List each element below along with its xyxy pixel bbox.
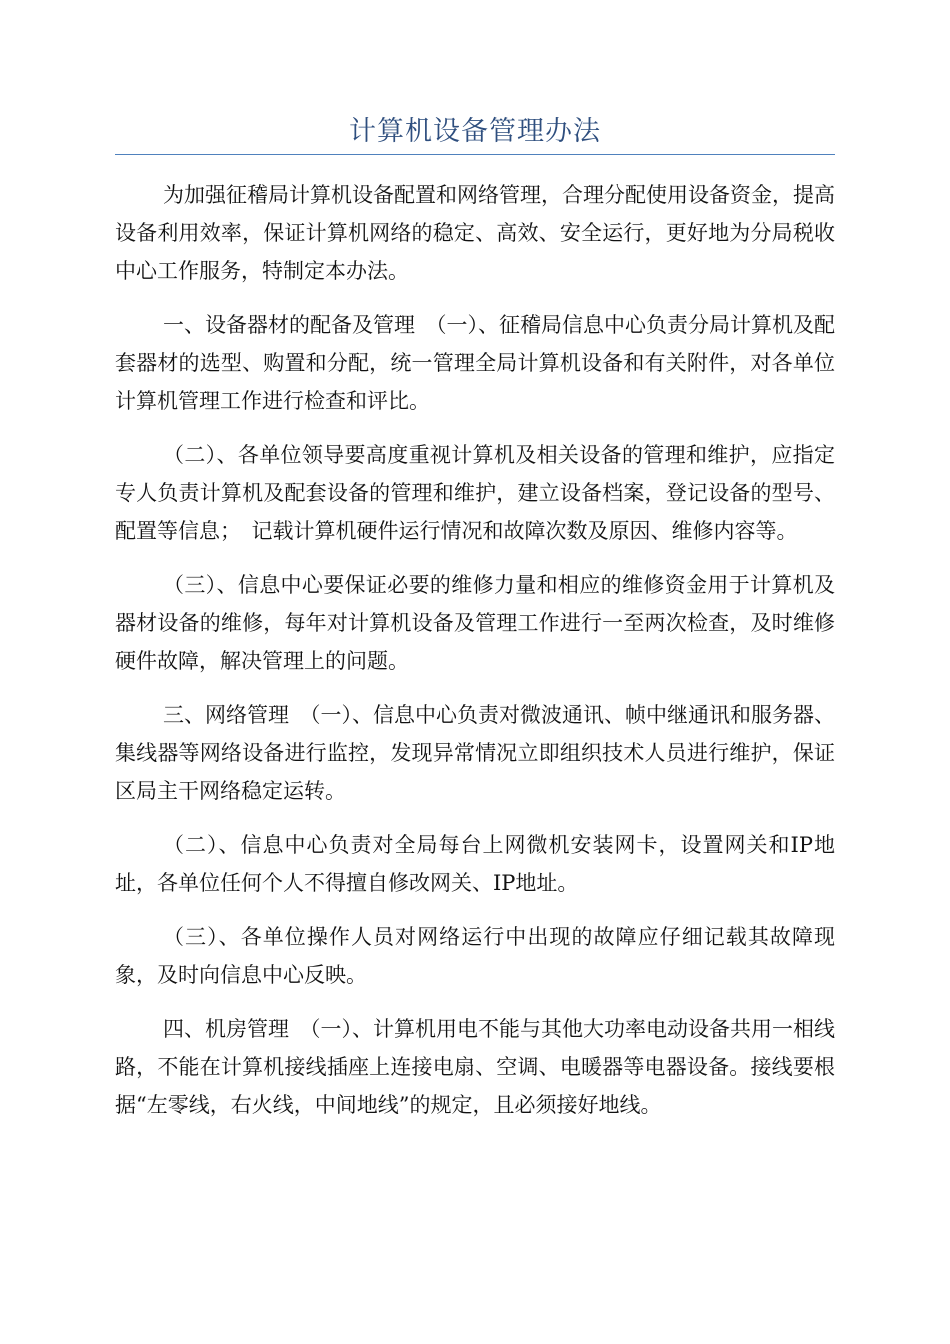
title-underline [115,154,835,155]
paragraph-intro: 为加强征稽局计算机设备配置和网络管理，合理分配使用设备资金，提高设备利用效率，保证计算机网络的稳定、高效、安全运行，更好地为分局税收中心工作服务，特制定本办法。 [115,183,835,283]
paragraph-section-1-item-1: 一、设备器材的配备及管理 （一）、征稽局信息中心负责分局计算机及配套器材的选型、购置和分配，统一管理全局计算机设备和有关附件，对各单位计算机管理工作进行检查和评比。 [115,313,835,413]
paragraph-section-4-item-1: 四、机房管理 （一）、计算机用电不能与其他大功率电动设备共用一相线路，不能在计算机接线插座上连接电扇、空调、电暖器等电器设备。接线要根据“左零线，右火线，中间地线”的规定，且必须接好地线。 [115,1017,835,1117]
paragraph-section-3-item-1: 三、网络管理 （一）、信息中心负责对微波通讯、帧中继通讯和服务器、集线器等网络设备进行监控，发现异常情况立即组织技术人员进行维护，保证区局主干网络稳定运转。 [115,703,835,803]
document-title: 计算机设备管理办法 [349,116,601,147]
document-body [115,176,835,1140]
paragraph-section-3-item-3: （三）、各单位操作人员对网络运行中出现的故障应仔细记载其故障现象，及时向信息中心反映。 [115,925,835,987]
paragraph-section-3-item-2: （二）、信息中心负责对全局每台上网微机安装网卡，设置网关和IP地址，各单位任何个人不得擅自修改网关、IP地址。 [115,833,835,895]
paragraph-section-1-item-2: （二）、各单位领导要高度重视计算机及相关设备的管理和维护，应指定专人负责计算机及配套设备的管理和维护，建立设备档案，登记设备的型号、配置等信息； 记载计算机硬件运行情况和故障次数及原因、维修内容等。 [115,443,835,543]
paragraph-section-1-item-3: （三）、信息中心要保证必要的维修力量和相应的维修资金用于计算机及器材设备的维修，每年对计算机设备及管理工作进行一至两次检查，及时维修硬件故障，解决管理上的问题。 [115,573,835,673]
